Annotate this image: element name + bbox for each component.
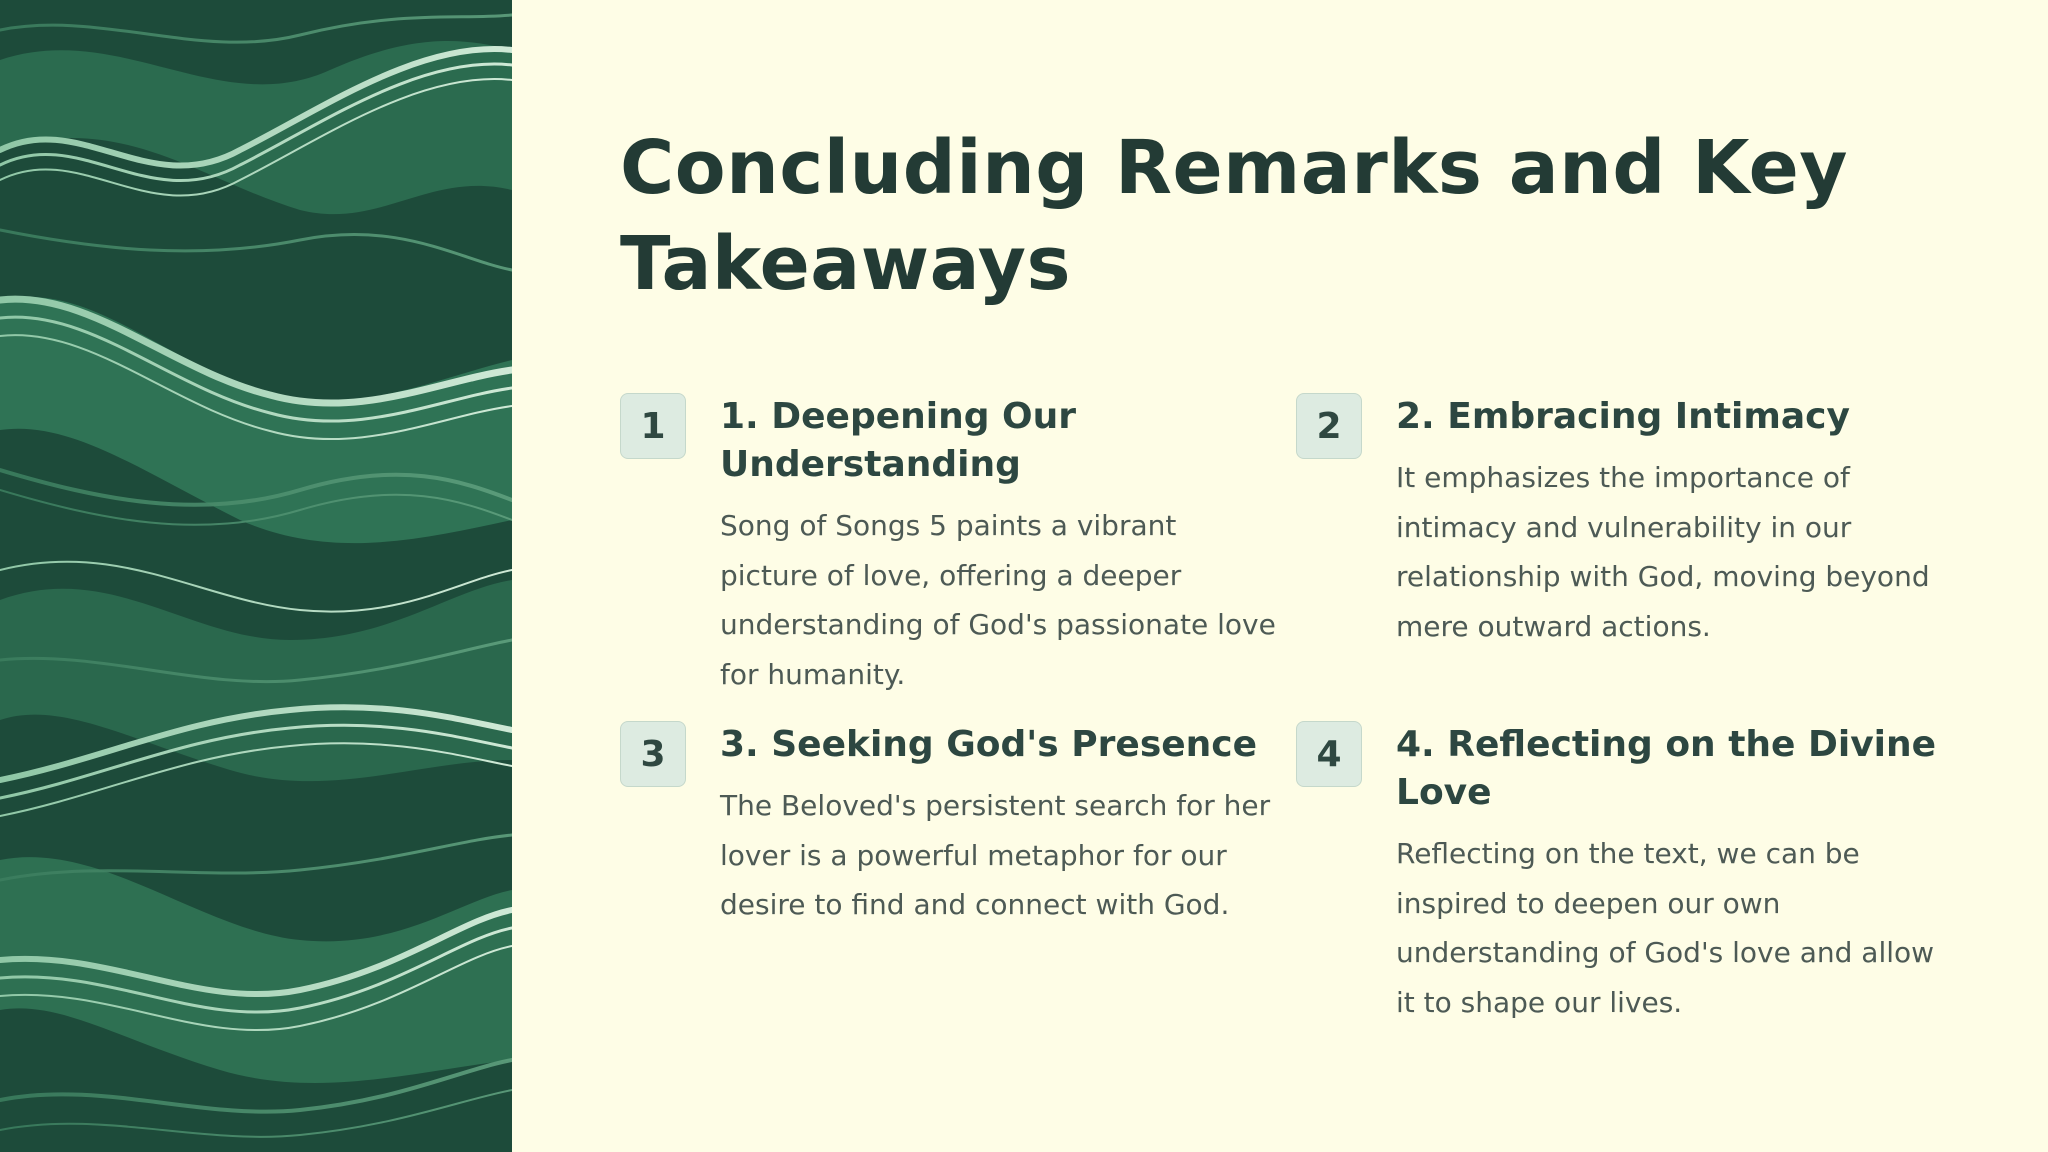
wave-pattern-graphic <box>0 0 512 1152</box>
takeaway-heading-3: 3. Seeking God's Presence <box>720 724 1258 765</box>
decorative-wave-image <box>0 0 512 1152</box>
number-badge-3: 3 <box>620 721 686 787</box>
takeaway-text-4: Reflecting on the text, we can be inspired to deepen our own understanding of God's love and allow it to shape our lives. <box>1396 837 1935 1019</box>
takeaway-content-1 <box>720 393 1280 699</box>
takeaway-heading-1: 1. Deepening Our Understanding <box>720 396 1077 485</box>
takeaway-text-1: Song of Songs 5 paints a vibrant picture of love, offering a deeper understanding of God's passionate love for humanity. <box>720 509 1276 691</box>
takeaway-text-3: The Beloved's persistent search for her lover is a powerful metaphor for our desire to find and connect with God. <box>720 789 1271 921</box>
number-badge-2: 2 <box>1296 393 1362 459</box>
takeaway-content-4 <box>1396 721 1956 1027</box>
slide-title: Concluding Remarks and Key Takeaways <box>620 125 1849 307</box>
number-badge-4: 4 <box>1296 721 1362 787</box>
takeaway-text-2: It emphasizes the importance of intimacy and vulnerability in our relationship with God, moving beyond mere outward actions. <box>1396 461 1930 643</box>
takeaway-content-3 <box>720 721 1280 930</box>
number-badge-1: 1 <box>620 393 686 459</box>
takeaway-heading-4: 4. Reflecting on the Divine Love <box>1396 724 1937 813</box>
takeaway-content-2 <box>1396 393 1956 651</box>
takeaway-heading-2: 2. Embracing Intimacy <box>1396 396 1850 437</box>
